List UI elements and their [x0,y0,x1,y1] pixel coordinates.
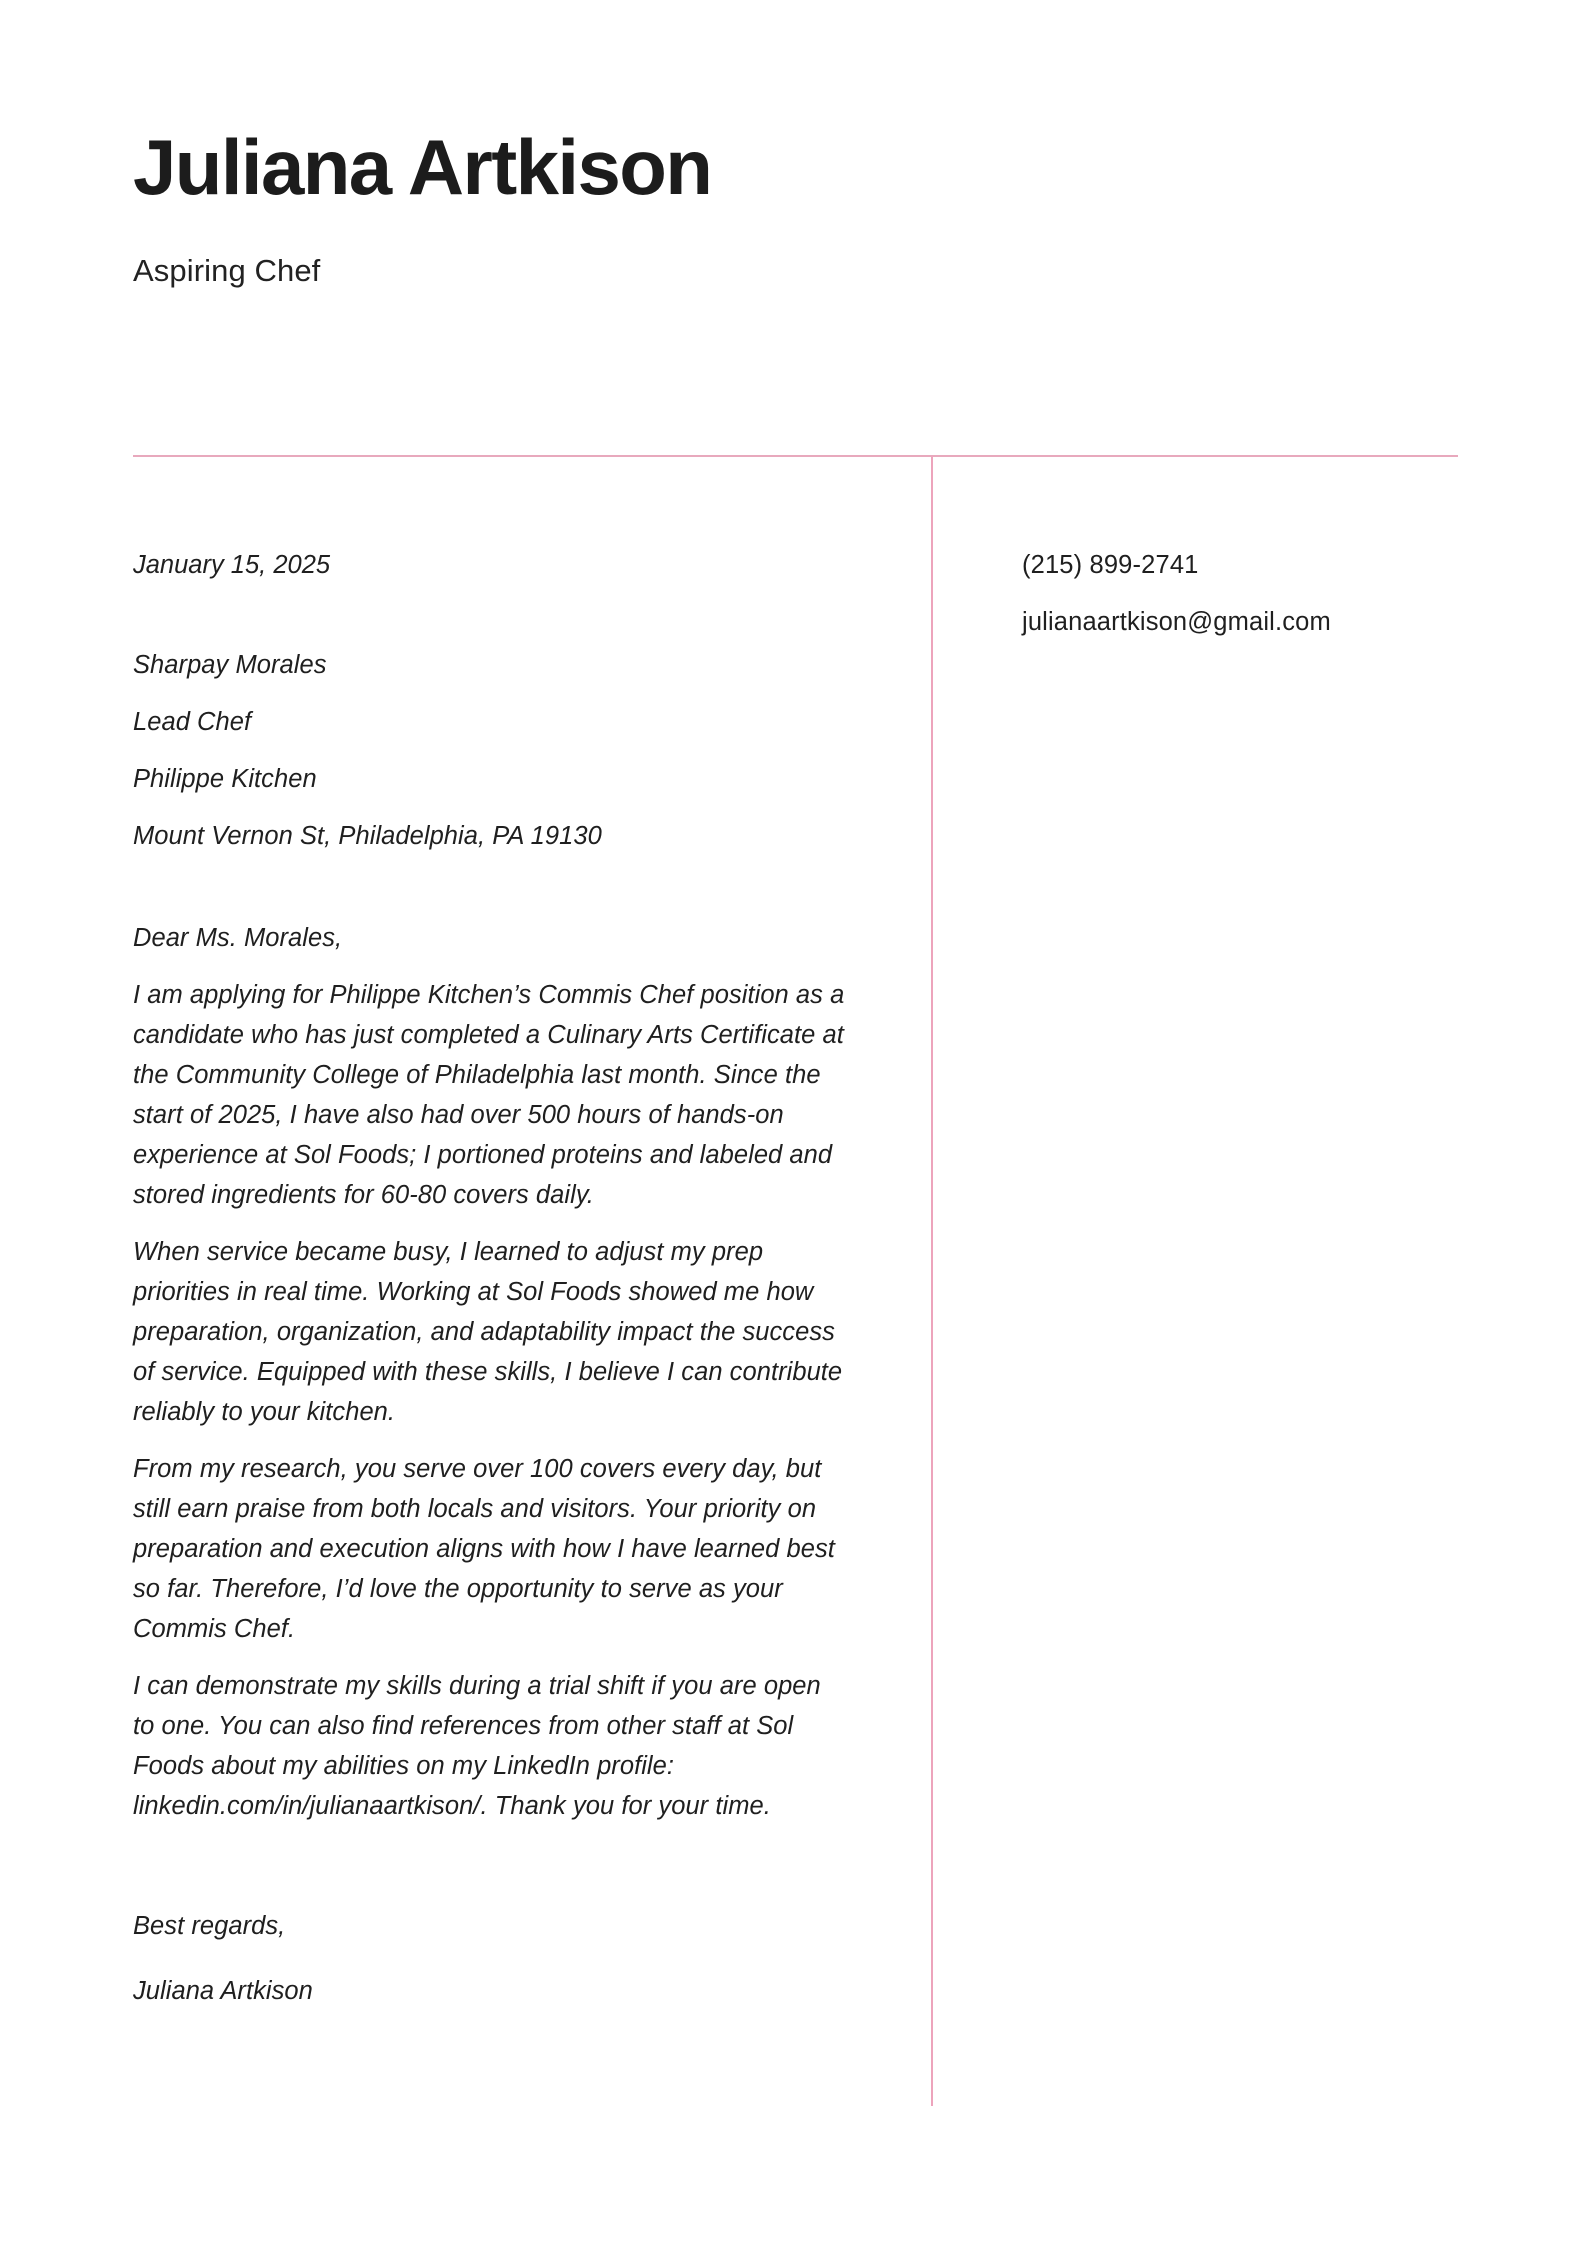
candidate-name: Juliana Artkison [133,123,712,211]
letter-date: January 15, 2025 [133,551,331,579]
letter-paragraph: From my research, you serve over 100 covers every day, but still earn praise from both locals and visitors. Your priority on preparation and execution aligns with how I have learned best so far. Therefore, I’d love the opportunity to serve as your Commis Chef. [133,1455,835,1643]
contact-phone[interactable]: (215) 899-2741 [1022,551,1199,579]
horizontal-divider [133,455,1458,457]
closing-block [133,1826,848,2011]
signature-name: Juliana Artkison [133,1977,313,2005]
closing-salutation: Best regards, [133,1912,286,1940]
recipient-company: Philippe Kitchen [133,765,317,793]
letter-paragraph: I can demonstrate my skills during a trial shift if you are open to one. You can also find references from other staff at Sol Foods about my abilities on my LinkedIn profile: linkedin.com/in/julianaartkison/. Thank you for your time. [133,1672,821,1820]
contact-email[interactable]: julianaartkison@gmail.com [1022,608,1331,636]
recipient-block [133,585,848,856]
letter-paragraphs [133,958,848,1826]
recipient-name: Sharpay Morales [133,651,327,679]
letter-paragraph: When service became busy, I learned to adjust my prep priorities in real time. Working at Sol Foods showed me how preparation, organization, and adaptability impact the success of service. Equipped with these skills, I believe I can contribute reliably to your kitchen. [133,1238,843,1426]
salutation: Dear Ms. Morales, [133,924,343,952]
vertical-divider [931,456,933,2106]
letter-paragraph: I am applying for Philippe Kitchen’s Commis Chef position as a candidate who has just completed a Culinary Arts Certificate at the Community College of Philadelphia last month. Since the start of 2025, I have also had over 500 hours of hands-on experience at Sol Foods; I portioned proteins and labeled and stored ingredients for 60-80 covers daily. [133,981,845,1209]
salutation-block [133,856,848,958]
recipient-job-title: Lead Chef [133,708,252,736]
recipient-address: Mount Vernon St, Philadelphia, PA 19130 [133,822,602,850]
letter-column [133,545,848,2011]
candidate-job-title: Aspiring Chef [133,253,321,288]
letter-header [133,123,1458,289]
contact-column [1022,545,1492,642]
